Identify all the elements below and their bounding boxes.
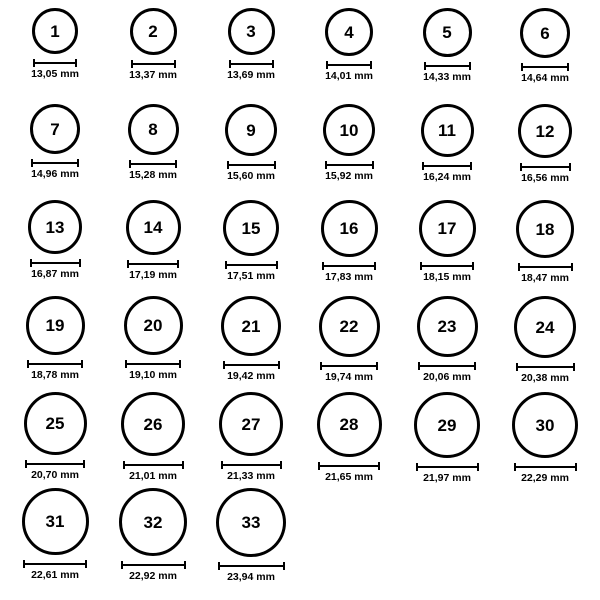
ring-measurement (325, 161, 374, 183)
ring-diameter-label: 20,06 mm (423, 371, 471, 383)
ring-diameter-label: 19,42 mm (227, 370, 275, 382)
ring-size-label: 21 (241, 316, 261, 336)
ring-circle (323, 104, 375, 156)
ring-diameter-label: 22,61 mm (31, 569, 79, 581)
ring-size-label: 12 (535, 121, 555, 141)
ring-size-label: 25 (45, 414, 65, 433)
ring-diameter-label: 19,10 mm (129, 369, 177, 381)
ring-size-cell (202, 8, 300, 104)
ring-diameter-label: 23,94 mm (227, 571, 275, 584)
ring-circle (414, 392, 480, 458)
ring-diameter-label: 21,01 mm (129, 470, 177, 482)
caliper-icon (325, 161, 374, 169)
ring-diameter-label: 21,33 mm (227, 470, 275, 482)
ring-diameter-label: 13,69 mm (227, 69, 275, 81)
ring-circle (512, 392, 578, 458)
ring-measurement (25, 460, 85, 482)
ring-circle (26, 296, 85, 355)
ring-measurement (521, 63, 569, 85)
ring-measurement (30, 259, 81, 281)
ring-size-cell (300, 8, 398, 104)
caliper-icon (418, 362, 476, 370)
caliper-icon (218, 562, 285, 570)
ring-size-cell (104, 488, 202, 584)
ring-circle (520, 8, 570, 58)
ring-measurement (318, 462, 380, 484)
ring-circle (32, 8, 78, 54)
ring-circle (228, 8, 275, 55)
ring-size-label: 19 (45, 316, 65, 335)
ring-measurement (218, 562, 285, 584)
ring-measurement (416, 463, 479, 485)
ring-circle (223, 200, 279, 256)
caliper-icon (514, 463, 577, 471)
caliper-icon (422, 162, 472, 170)
ring-size-label: 30 (535, 415, 555, 435)
ring-size-cell (104, 104, 202, 200)
caliper-icon (420, 262, 474, 270)
ring-circle (219, 392, 283, 456)
caliper-icon (424, 62, 471, 70)
ring-diameter-label: 14,64 mm (521, 72, 569, 84)
ring-size-label: 13 (45, 217, 65, 237)
caliper-icon (30, 259, 81, 267)
ring-size-cell (496, 104, 594, 200)
ring-diameter-label: 13,37 mm (129, 69, 177, 81)
ring-size-label: 27 (241, 414, 261, 434)
caliper-icon (131, 60, 176, 68)
ring-size-cell (300, 392, 398, 488)
ring-diameter-label: 22,92 mm (129, 570, 177, 582)
ring-diameter-label: 18,47 mm (521, 272, 569, 284)
ring-size-cell (6, 104, 104, 200)
ring-size-cell (496, 200, 594, 296)
ring-size-label: 22 (339, 317, 359, 336)
caliper-icon (125, 360, 181, 368)
caliper-icon (322, 262, 376, 270)
ring-size-cell (202, 104, 300, 200)
ring-measurement (325, 61, 373, 83)
ring-size-cell (104, 296, 202, 392)
ring-size-label: 24 (535, 317, 555, 337)
ring-measurement (518, 263, 573, 285)
ring-measurement (129, 60, 177, 82)
caliper-icon (127, 260, 179, 268)
caliper-icon (227, 161, 276, 169)
ring-measurement (121, 561, 186, 583)
caliper-icon (225, 261, 278, 269)
ring-circle (124, 296, 183, 355)
ring-size-label: 2 (148, 22, 158, 41)
ring-size-cell (300, 200, 398, 296)
ring-circle (119, 488, 187, 556)
ring-size-label: 29 (437, 415, 457, 435)
ring-size-cell (398, 296, 496, 392)
ring-measurement (27, 360, 83, 382)
ring-diameter-label: 16,56 mm (521, 172, 569, 184)
ring-size-label: 26 (143, 414, 163, 434)
caliper-icon (320, 362, 378, 370)
ring-diameter-label: 14,96 mm (31, 168, 79, 180)
ring-size-label: 18 (535, 219, 555, 239)
caliper-icon (33, 59, 77, 67)
ring-circle (518, 104, 572, 158)
caliper-icon (223, 361, 280, 369)
ring-diameter-label: 13,05 mm (31, 68, 79, 80)
ring-circle (121, 392, 185, 456)
ring-size-cell (398, 8, 496, 104)
ring-circle (22, 488, 89, 555)
ring-size-label: 32 (143, 512, 163, 532)
caliper-icon (521, 63, 569, 71)
ring-circle (321, 200, 378, 257)
ring-measurement (223, 361, 280, 383)
ring-measurement (225, 261, 278, 283)
ring-diameter-label: 15,28 mm (129, 169, 177, 181)
ring-circle (225, 104, 277, 156)
ring-size-label: 11 (438, 121, 456, 140)
ring-diameter-label: 17,83 mm (325, 271, 373, 283)
ring-circle (516, 200, 574, 258)
ring-size-cell (496, 296, 594, 392)
caliper-icon (326, 61, 372, 69)
ring-circle (128, 104, 179, 155)
ring-circle (421, 104, 474, 157)
ring-size-grid (6, 8, 594, 584)
ring-size-label: 9 (246, 120, 256, 140)
ring-size-cell (202, 392, 300, 488)
ring-diameter-label: 15,92 mm (325, 170, 373, 182)
ring-circle (28, 200, 82, 254)
ring-size-cell (398, 392, 496, 488)
ring-size-label: 6 (540, 23, 550, 43)
ring-circle (419, 200, 476, 257)
caliper-icon (229, 60, 274, 68)
ring-measurement (322, 262, 376, 284)
ring-measurement (123, 461, 184, 483)
ring-diameter-label: 22,29 mm (521, 472, 569, 484)
ring-circle (126, 200, 181, 255)
ring-size-cell (6, 392, 104, 488)
ring-measurement (520, 163, 571, 185)
ring-size-label: 20 (143, 316, 163, 335)
ring-circle (30, 104, 80, 154)
ring-size-cell (496, 392, 594, 488)
ring-circle (221, 296, 281, 356)
ring-size-cell (6, 296, 104, 392)
ring-size-cell (6, 8, 104, 104)
ring-diameter-label: 18,15 mm (423, 271, 471, 283)
ring-size-cell (398, 200, 496, 296)
ring-circle (24, 392, 87, 455)
ring-size-label: 3 (246, 22, 256, 41)
ring-circle (130, 8, 177, 55)
ring-size-label: 17 (437, 219, 457, 238)
ring-size-cell (104, 392, 202, 488)
ring-size-cell (496, 8, 594, 104)
ring-size-cell (6, 200, 104, 296)
ring-size-label: 31 (45, 512, 65, 531)
ring-size-label: 5 (442, 23, 452, 42)
ring-measurement (127, 260, 179, 282)
ring-size-cell (104, 8, 202, 104)
ring-diameter-label: 17,51 mm (227, 270, 275, 282)
ring-measurement (516, 363, 575, 385)
ring-size-label: 33 (241, 513, 261, 533)
ring-measurement (129, 160, 177, 182)
ring-diameter-label: 21,65 mm (325, 471, 373, 483)
ring-size-cell (6, 488, 104, 584)
caliper-icon (123, 461, 184, 469)
caliper-icon (25, 460, 85, 468)
ring-circle (423, 8, 472, 57)
caliper-icon (221, 461, 282, 469)
ring-circle (216, 488, 286, 557)
ring-size-label: 7 (50, 119, 60, 139)
ring-measurement (125, 360, 181, 382)
ring-size-label: 14 (143, 218, 163, 237)
ring-diameter-label: 21,97 mm (423, 472, 471, 484)
ring-measurement (320, 362, 378, 384)
ring-measurement (514, 463, 577, 485)
ring-measurement (418, 362, 476, 384)
ring-size-label: 8 (148, 120, 158, 139)
ring-measurement (31, 59, 79, 81)
ring-measurement (31, 159, 79, 181)
ring-diameter-label: 16,87 mm (31, 268, 79, 280)
ring-circle (319, 296, 380, 357)
ring-diameter-label: 15,60 mm (227, 170, 275, 182)
ring-measurement (422, 162, 472, 184)
ring-measurement (420, 262, 474, 284)
ring-size-cell (104, 200, 202, 296)
ring-size-cell (300, 296, 398, 392)
ring-measurement (221, 461, 282, 483)
caliper-icon (416, 463, 479, 471)
caliper-icon (516, 363, 575, 371)
caliper-icon (520, 163, 571, 171)
ring-diameter-label: 14,33 mm (423, 71, 471, 83)
ring-diameter-label: 19,74 mm (325, 371, 373, 383)
caliper-icon (31, 159, 79, 167)
ring-size-cell (300, 104, 398, 200)
caliper-icon (23, 560, 87, 568)
ring-circle (325, 8, 373, 56)
ring-circle (417, 296, 478, 357)
caliper-icon (129, 160, 177, 168)
ring-diameter-label: 20,70 mm (31, 469, 79, 481)
ring-size-label: 10 (339, 120, 359, 140)
ring-size-cell (202, 488, 300, 584)
ring-diameter-label: 17,19 mm (129, 269, 177, 281)
ring-measurement (423, 62, 471, 84)
ring-size-cell (202, 296, 300, 392)
ring-diameter-label: 18,78 mm (31, 369, 79, 381)
ring-size-label: 4 (344, 22, 354, 42)
ring-size-label: 1 (50, 21, 60, 41)
ring-size-cell (398, 104, 496, 200)
ring-measurement (23, 560, 87, 582)
ring-circle (317, 392, 382, 457)
caliper-icon (27, 360, 83, 368)
ring-circle (514, 296, 576, 358)
ring-size-label: 23 (437, 317, 457, 336)
caliper-icon (518, 263, 573, 271)
ring-size-label: 28 (339, 415, 359, 434)
caliper-icon (121, 561, 186, 569)
ring-diameter-label: 20,38 mm (521, 372, 569, 384)
ring-diameter-label: 14,01 mm (325, 70, 373, 82)
caliper-icon (318, 462, 380, 470)
ring-measurement (227, 161, 276, 183)
ring-measurement (227, 60, 275, 82)
ring-size-cell (202, 200, 300, 296)
ring-size-label: 16 (339, 219, 359, 238)
ring-diameter-label: 16,24 mm (423, 171, 471, 183)
ring-size-label: 15 (241, 218, 261, 238)
